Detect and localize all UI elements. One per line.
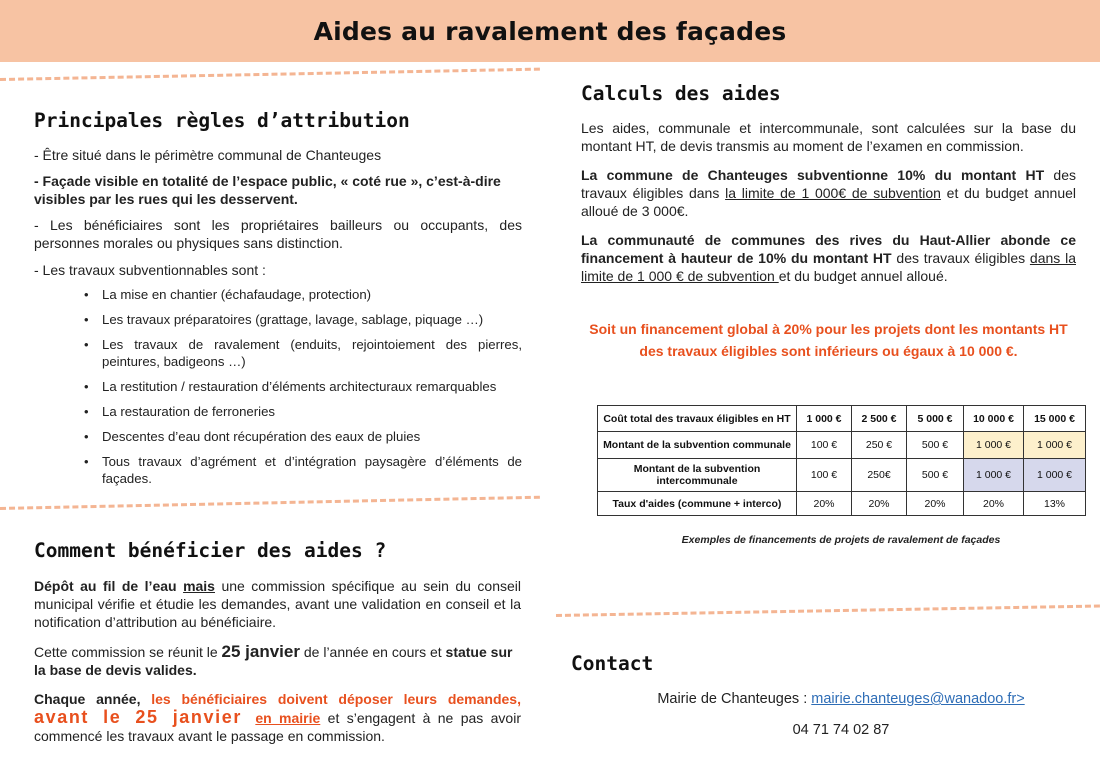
divider-middle-left (0, 496, 540, 510)
table-cell: 20% (907, 492, 964, 516)
commune-rate-text: La commune de Chanteuges subventionne 10% du montant HT (581, 167, 1045, 183)
calc-paragraph-intercommunal (581, 231, 1076, 285)
interco-text-a: des travaux éligibles (891, 250, 1030, 266)
divider-middle-right (556, 605, 1100, 617)
table-cell: 1 000 € (964, 432, 1024, 459)
list-item: • Les travaux préparatoires (grattage, lavage, sablage, piquage …) (84, 311, 522, 328)
rule-beneficiaries: - Les bénéficiaires sont les propriétaires bailleurs ou occupants, des personnes morales ou physiques sans distinction. (34, 217, 522, 251)
commune-text-a: des travaux éligibles dans (581, 167, 1076, 201)
table-header-label: Coût total des travaux éligibles en HT (598, 406, 797, 432)
benefit-paragraph-commission (34, 643, 521, 679)
commune-text-b: et du budget annuel alloué de 3 000€. (581, 185, 1077, 219)
deposit-mais-text: mais (183, 578, 215, 594)
table-cell: 1 000 € (1024, 459, 1086, 492)
calc-paragraph-base: Les aides, communale et intercommunale, sont calculées sur la base du montant HT, de devis transmis au moment de l’examen en commission. (581, 120, 1076, 154)
table-cell: 1 000 € (1024, 432, 1086, 459)
table-cell: 100 € (797, 432, 852, 459)
contact-email-link[interactable]: mairie.chanteuges@wanadoo.fr> (811, 691, 1025, 707)
table-column-header: 2 500 € (852, 406, 907, 432)
table-column-header: 1 000 € (797, 406, 852, 432)
deposit-rest-text: une commission spécifique au sein du conseil municipal vérifie et étudie les demandes, avant une validation en conseil et la notification d’attribution au bénéficiaire. (34, 578, 522, 630)
rules-title: Principales règles d’attribution (34, 109, 410, 132)
calc-paragraph-commune (581, 166, 1076, 220)
commune-limit-text: la limite de 1 000€ de subvention (725, 185, 941, 201)
list-item: • Descentes d’eau dont récupération des eaux de pluies (84, 428, 522, 445)
list-item: • Les travaux de ravalement (enduits, rejointoiement des pierres, peintures, badigeons …) (84, 336, 522, 370)
interco-rate-text: La communauté de communes des rives du Haut-Allier abonde ce financement à hauteur de 10% du montant HT (581, 232, 1076, 266)
page-title: Aides au ravalement des façades (313, 16, 787, 46)
table-cell: 13% (1024, 492, 1086, 516)
calc-title: Calculs des aides (581, 82, 781, 105)
interco-limit-text: dans la limite de 1 000 € de subvention (581, 250, 1076, 284)
rule-works-intro: - Les travaux subventionnables sont : (34, 262, 266, 278)
list-item: • La mise en chantier (échafaudage, protection) (84, 286, 522, 303)
table-row (598, 492, 1086, 516)
contact-label: Mairie de Chanteuges : (657, 691, 812, 707)
list-item: • La restauration de ferroneries (84, 403, 522, 420)
contact-line (571, 690, 1100, 708)
table-column-header: 10 000 € (964, 406, 1024, 432)
benefit-title: Comment bénéficier des aides ? (34, 539, 387, 562)
commission-date: 25 janvier (221, 642, 300, 661)
deadline-date: avant le 25 janvier (34, 707, 242, 727)
commission-bold-text: statue sur la base de devis valides. (34, 644, 513, 678)
deposit-bold-text: Dépôt au fil de l’eau (34, 578, 184, 594)
table-cell: 1 000 € (964, 459, 1024, 492)
row-label: Taux d'aides (commune + interco) (598, 492, 797, 516)
table-column-header: 15 000 € (1024, 406, 1086, 432)
table-cell: 500 € (907, 432, 964, 459)
deadline-bold-text: Chaque année, (34, 691, 141, 707)
list-item: • Tous travaux d’agrément et d’intégration paysagère d’éléments de façades. (84, 453, 522, 487)
table-cell: 20% (964, 492, 1024, 516)
interco-text-b: et du budget annuel alloué. (778, 268, 948, 284)
divider-top-left (0, 68, 540, 81)
row-label: Montant de la subvention communale (598, 432, 797, 459)
rule-facade-visible: - Façade visible en totalité de l’espace public, « coté rue », c’est-à-dire visibles par les rues qui les desservent. (34, 173, 501, 207)
table-header-row (598, 406, 1086, 432)
table-column-header: 5 000 € (907, 406, 964, 432)
table-caption: Exemples de financements de projets de ravalement de façades (681, 534, 1001, 546)
contact-title: Contact (571, 652, 654, 675)
table-cell: 20% (797, 492, 852, 516)
header-banner (0, 0, 1100, 62)
table-cell: 500 € (907, 459, 964, 492)
table-row (598, 432, 1086, 459)
row-label: Montant de la subvention intercommunale (598, 459, 797, 492)
global-funding-highlight: Soit un financement global à 20% pour les projets dont les montants HT des travaux éligibles sont inférieurs ou égaux à 10 000 €. (589, 321, 1068, 359)
benefit-paragraph-deadline (34, 690, 521, 745)
table-cell: 250 € (852, 432, 907, 459)
list-item: • La restitution / restauration d’éléments architecturaux remarquables (84, 378, 522, 395)
deadline-orange-text: les bénéficiaires doivent déposer leurs demandes, (140, 691, 521, 707)
table-cell: 20% (852, 492, 907, 516)
commission-text-a: Cette commission se réunit le (34, 644, 222, 660)
works-list (84, 286, 522, 495)
table-row (598, 459, 1086, 492)
table-cell: 100 € (797, 459, 852, 492)
deadline-rest-text: et s’engagent à ne pas avoir commencé les travaux avant le passage en commission. (34, 710, 521, 744)
deadline-mairie-text: en mairie (255, 710, 321, 726)
rule-perimeter: - Être situé dans le périmètre communal de Chanteuges (34, 147, 382, 163)
contact-phone: 04 71 74 02 87 (792, 722, 890, 738)
commission-text-b: de l’année en cours et (299, 644, 446, 660)
benefit-paragraph-deposit (34, 577, 521, 631)
funding-table (597, 405, 1086, 516)
table-cell: 250€ (852, 459, 907, 492)
